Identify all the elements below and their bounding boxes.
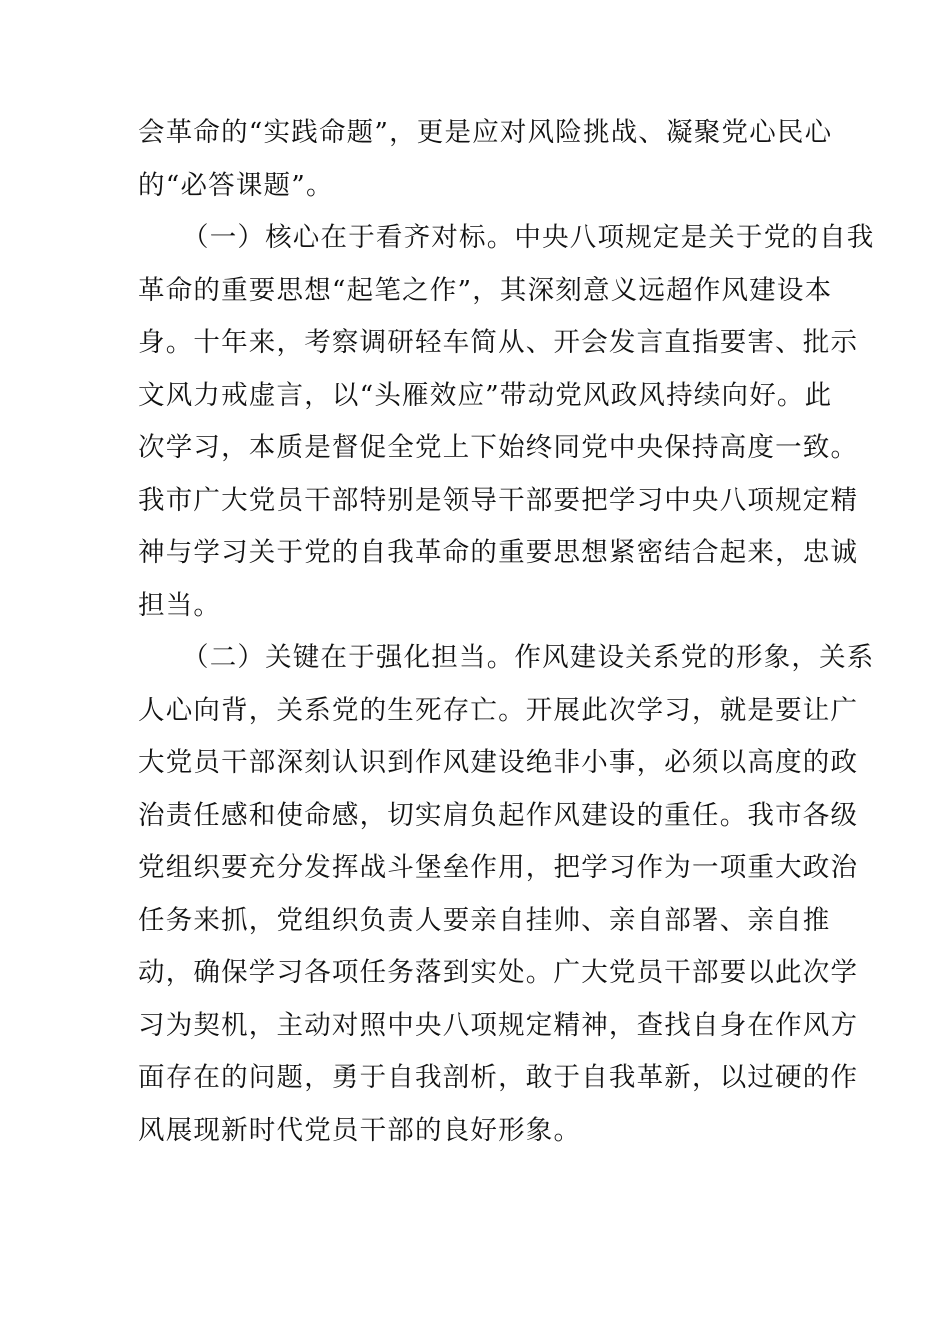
text-line: 大党员干部深刻认识到作风建设绝非小事，必须以高度的政 bbox=[138, 747, 859, 778]
text-line: 神与学习关于党的自我革命的重要思想紧密结合起来，忠诚 bbox=[138, 537, 859, 568]
section-heading-line: （一）核心在于看齐对标。中央八项规定是关于党的自我 bbox=[182, 222, 875, 253]
section-heading-line: （二）关键在于强化担当。作风建设关系党的形象，关系 bbox=[182, 642, 875, 673]
paragraph-intro-tail bbox=[138, 107, 833, 212]
text-line: 风展现新时代党员干部的良好形象。 bbox=[138, 1114, 582, 1146]
text-line: 动，确保学习各项任务落到实处。广大党员干部要以此次学 bbox=[138, 957, 859, 988]
text-line: 人心向背，关系党的生死存亡。开展此次学习，就是要让广 bbox=[138, 694, 859, 726]
text-line: 的“必答课题”。 bbox=[138, 169, 334, 201]
text-line: 担当。 bbox=[138, 589, 222, 621]
text-line: 习为契机，主动对照中央八项规定精神，查找自身在作风方 bbox=[138, 1009, 859, 1041]
text-line: 面存在的问题，勇于自我剖析，敢于自我革新，以过硬的作 bbox=[138, 1062, 859, 1093]
body-text bbox=[138, 107, 875, 1157]
text-line: 我市广大党员干部特别是领导干部要把学习中央八项规定精 bbox=[138, 484, 859, 516]
paragraph-section-1 bbox=[138, 212, 875, 632]
text-line: 革命的重要思想“起笔之作”，其深刻意义远超作风建设本 bbox=[138, 274, 833, 306]
text-line: 身。十年来，考察调研轻车简从、开会发言直指要害、批示 bbox=[138, 327, 859, 358]
text-line: 会革命的“实践命题”，更是应对风险挑战、凝聚党心民心 bbox=[138, 117, 833, 148]
text-line: 次学习，本质是督促全党上下始终同党中央保持高度一致。 bbox=[138, 432, 859, 463]
text-line: 党组织要充分发挥战斗堡垒作用，把学习作为一项重大政治 bbox=[138, 852, 859, 883]
paragraph-section-2 bbox=[138, 632, 875, 1157]
text-line: 治责任感和使命感，切实肩负起作风建设的重任。我市各级 bbox=[138, 799, 859, 831]
text-line: 文风力戒虚言，以“头雁效应”带动党风政风持续向好。此 bbox=[138, 379, 833, 411]
text-line: 任务来抓，党组织负责人要亲自挂帅、亲自部署、亲自推 bbox=[138, 904, 831, 936]
